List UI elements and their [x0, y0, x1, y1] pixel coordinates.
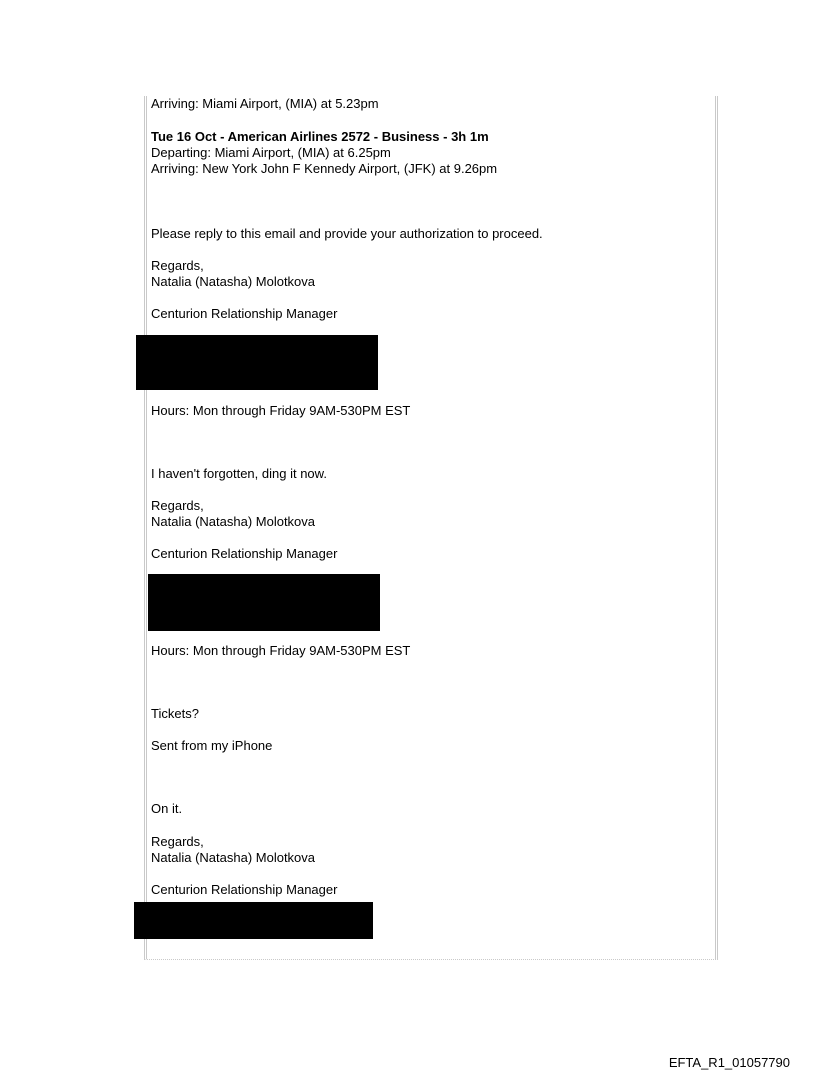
message1-body: Please reply to this email and provide your authorization to proceed. [151, 226, 543, 241]
message2-name: Natalia (Natasha) Molotkova [151, 514, 316, 529]
redaction-block [136, 335, 378, 390]
message2-title: Centurion Relationship Manager [151, 546, 338, 561]
message1-regards: Regards, [151, 258, 204, 273]
message2-regards: Regards, [151, 498, 204, 513]
message4-name: Natalia (Natasha) Molotkova [151, 850, 316, 865]
message3-body: Tickets? [151, 706, 199, 721]
message4-title: Centurion Relationship Manager [151, 882, 338, 897]
message2-body: I haven't forgotten, ding it now. [151, 466, 327, 481]
flight-heading: Tue 16 Oct - American Airlines 2572 - Business - 3h 1m [151, 129, 489, 144]
message3-signature: Sent from my iPhone [151, 738, 273, 753]
redaction-block [134, 902, 373, 939]
message1-hours: Hours: Mon through Friday 9AM-530PM EST [151, 403, 411, 418]
message4-regards: Regards, [151, 834, 204, 849]
message1-name: Natalia (Natasha) Molotkova [151, 274, 316, 289]
document-id: EFTA_R1_01057790 [668, 1055, 790, 1070]
redaction-block [148, 574, 380, 631]
leg2-arriving: Arriving: New York John F Kennedy Airport, (JFK) at 9.26pm [151, 161, 498, 176]
message2-hours: Hours: Mon through Friday 9AM-530PM EST [151, 643, 411, 658]
message4-body: On it. [151, 801, 183, 816]
leg2-departing: Departing: Miami Airport, (MIA) at 6.25pm [151, 145, 391, 160]
leg1-arriving: Arriving: Miami Airport, (MIA) at 5.23pm [151, 96, 379, 111]
message1-title: Centurion Relationship Manager [151, 306, 338, 321]
